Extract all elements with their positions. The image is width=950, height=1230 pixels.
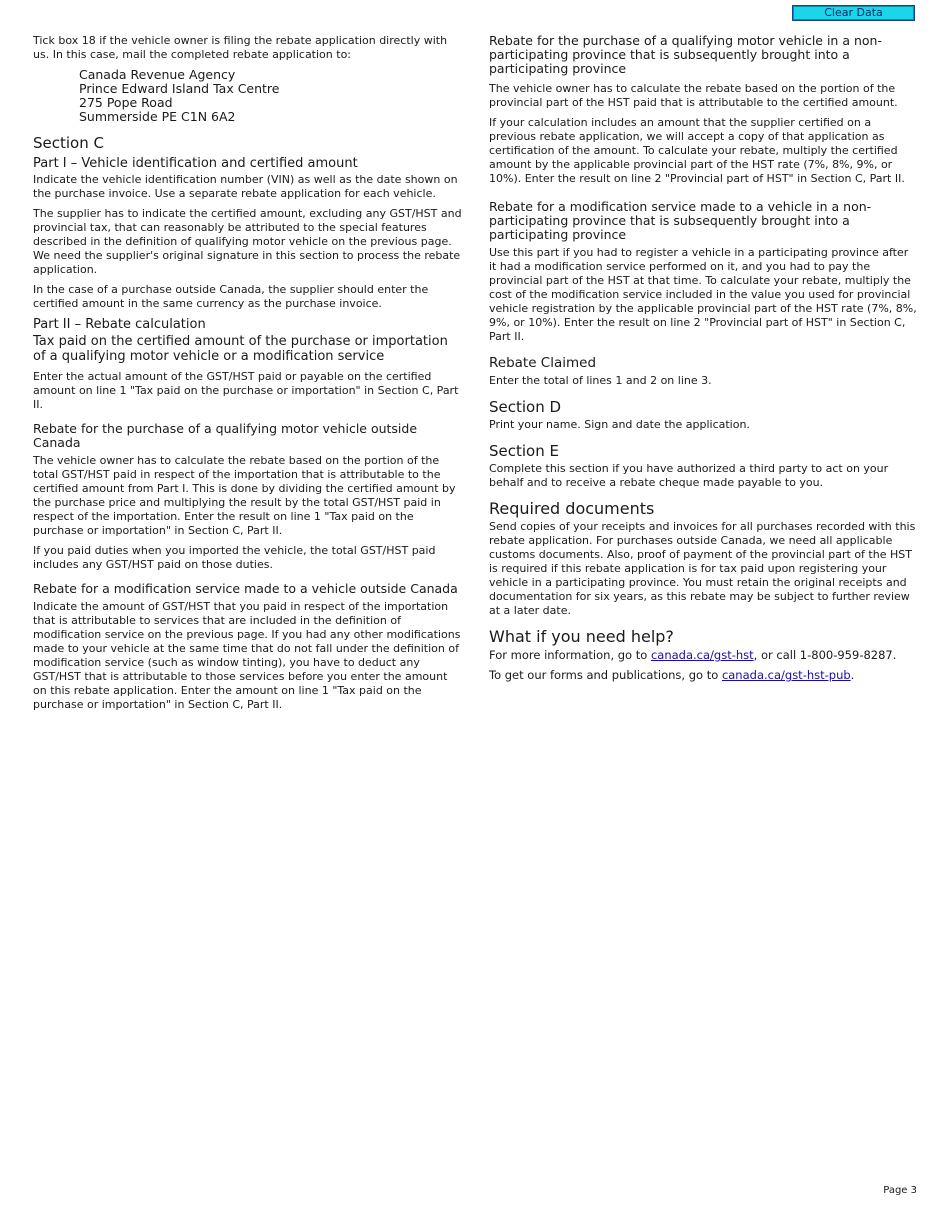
help-paragraph — [489, 668, 917, 682]
part-1-paragraph: In the case of a purchase outside Canada, the supplier should enter the certified amount in the same currency as the purchase invoice. — [33, 283, 429, 310]
left-column — [33, 34, 463, 718]
rebate-claimed-heading: Rebate Claimed — [489, 355, 597, 371]
outside-modification-heading: Rebate for a modification service made to a vehicle outside Canada — [33, 581, 458, 596]
tax-paid-paragraph: Enter the actual amount of the GST/HST paid or payable on the certified amount on line 1 "Tax paid on the purchase or importation" in Section C, Part II. — [33, 370, 459, 411]
address-line: Canada Revenue Agency — [79, 67, 236, 82]
section-e-heading: Section E — [489, 442, 559, 460]
section-d-heading: Section D — [489, 398, 562, 416]
section-e-paragraph: Complete this section if you have authorized a third party to act on your behalf and to receive a rebate cheque made payable to you. — [489, 462, 889, 489]
part-1-paragraph: Indicate the vehicle identification number (VIN) as well as the date shown on the purchase invoice. Use a separate rebate application for each vehicle. — [33, 173, 458, 200]
help-heading: What if you need help? — [489, 627, 674, 646]
mailing-address — [79, 68, 463, 124]
right-column — [489, 34, 917, 688]
address-line: Prince Edward Island Tax Centre — [79, 81, 280, 96]
tax-paid-heading: Tax paid on the certified amount of the purchase or importation of a qualifying motor vehicle or a modification service — [33, 334, 448, 364]
section-c-heading: Section C — [33, 134, 104, 152]
nonparticipating-modification-paragraph: Use this part if you had to register a vehicle in a participating province after it had a modification service performed on it, and you had to pay the provincial part of the HST at that time. To calculate your rebate, multiply the cost of the modification service included in the value you used for provincial vehicle registration by the applicable provincial part of the HST rate (7%, 8%, 9%, or 10%). Enter the result on line 2 "Provincial part of HST" in Section C, Part II. — [489, 246, 917, 343]
help-paragraph — [489, 648, 917, 662]
nonparticipating-purchase-paragraph: If your calculation includes an amount that the supplier certified on a previous rebate application, we will accept a copy of that application as certification of the amount. To calculate your rebate, multiply the certified amount by the applicable provincial part of the HST rate (7%, 8%, 9%, or 10%). Enter the result on line 2 "Provincial part of HST" in Section C, Part II. — [489, 116, 905, 185]
address-line: 275 Pope Road — [79, 95, 173, 110]
gst-hst-link[interactable]: canada.ca/gst-hst — [650, 648, 754, 662]
help-text: For more information, go to — [489, 648, 651, 662]
nonparticipating-purchase-heading: Rebate for the purchase of a qualifying motor vehicle in a non-participating province that is subsequently brought into a participating province — [489, 33, 882, 76]
help-text: , or call 1-800-959-8287. — [753, 648, 897, 662]
nonparticipating-modification-heading: Rebate for a modification service made to a vehicle in a non-participating province that is subsequently brought into a participating province — [489, 199, 872, 242]
gst-hst-pub-link[interactable]: canada.ca/gst-hst-pub — [721, 668, 851, 682]
outside-purchase-paragraph: The vehicle owner has to calculate the rebate based on the portion of the total GST/HST paid in respect of the importation that is attributable to the certified amount from Part I. This is done by dividing the certified amount by the purchase price and multiplying the result by the total GST/HST paid in respect of the importation. Enter the result on line 1 "Tax paid on the purchase or importation" in Section C, Part II. — [33, 454, 456, 537]
clear-data-button[interactable]: Clear Data — [792, 5, 915, 21]
help-text: To get our forms and publications, go to — [489, 668, 722, 682]
required-documents-paragraph: Send copies of your receipts and invoices for all purchases recorded with this rebate application. For purchases outside Canada, we need all applicable customs documents. Also, proof of payment of the provincial part of the HST is required if this rebate application is for tax paid upon registering your vehicle in a participating province. You must retain the original receipts and documentation for six years, as this rebate may be subject to further review at a later date. — [489, 520, 916, 617]
part-1-heading: Part I – Vehicle identification and certified amount — [33, 156, 358, 171]
address-line: Summerside PE C1N 6A2 — [79, 109, 236, 124]
section-d-paragraph: Print your name. Sign and date the application. — [489, 418, 750, 431]
outside-purchase-paragraph: If you paid duties when you imported the vehicle, the total GST/HST paid includes any GST/HST paid on those duties. — [33, 544, 436, 571]
part-2-heading: Part II – Rebate calculation — [33, 317, 206, 332]
help-text: . — [850, 668, 855, 682]
outside-purchase-heading: Rebate for the purchase of a qualifying motor vehicle outside Canada — [33, 421, 418, 450]
part-1-paragraph: The supplier has to indicate the certified amount, excluding any GST/HST and provincial tax, that can reasonably be attributed to the special features described in the definition of qualifying motor vehicle on the previous page. We need the supplier's original signature in this section to process the rebate application. — [33, 207, 462, 276]
rebate-claimed-paragraph: Enter the total of lines 1 and 2 on line 3. — [489, 374, 712, 387]
required-documents-heading: Required documents — [489, 499, 655, 518]
outside-modification-paragraph: Indicate the amount of GST/HST that you paid in respect of the importation that is attributable to services that are included in the definition of modification service on the previous page. If you had any other modifications made to your vehicle at the same time that do not fall under the definition of modification service (such as window tinting), you have to deduct any GST/HST that is attributable to those services before you enter the amount on this rebate application. Enter the amount on line 1 "Tax paid on the purchase or importation" in Section C, Part II. — [33, 600, 461, 711]
page-number: Page 3 — [883, 1185, 917, 1196]
mail-instructions: Tick box 18 if the vehicle owner is filing the rebate application directly with us. In this case, mail the completed rebate application to: — [33, 34, 448, 61]
nonparticipating-purchase-paragraph: The vehicle owner has to calculate the rebate based on the portion of the provincial part of the HST paid that is attributable to the certified amount. — [489, 82, 898, 109]
